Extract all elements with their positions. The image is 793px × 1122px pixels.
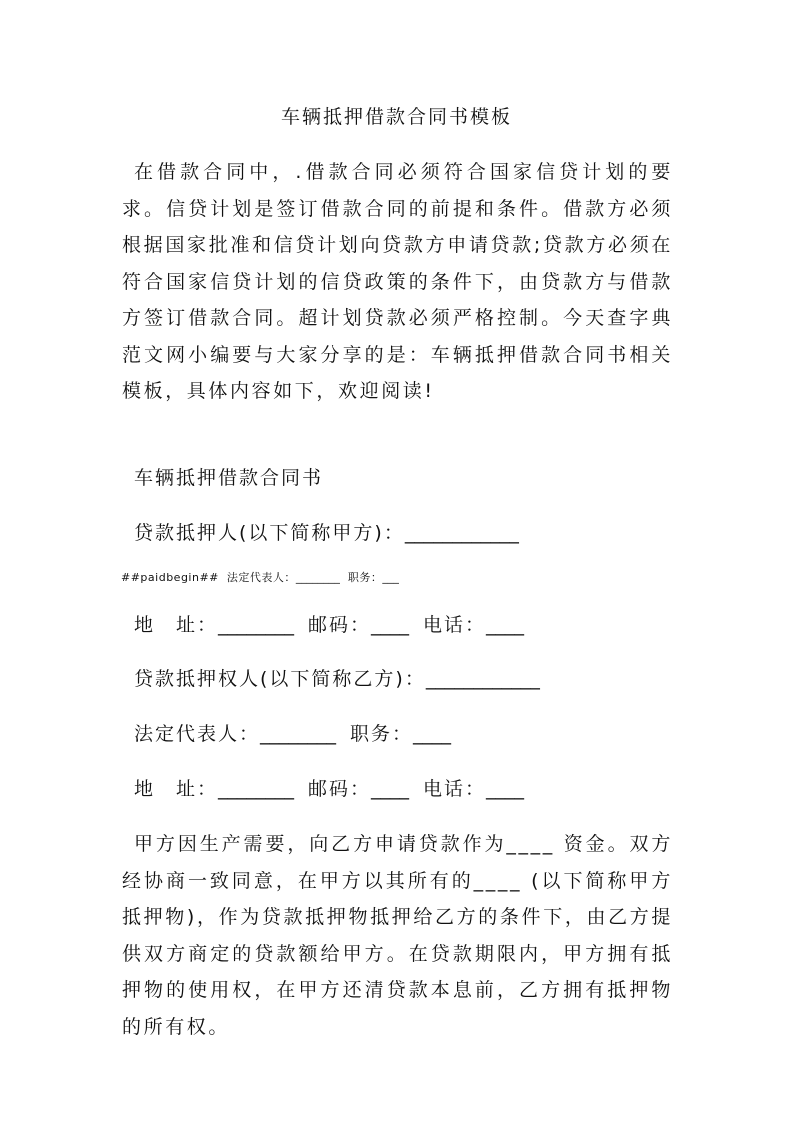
intro-paragraph: 在借款合同中，.借款合同必须符合国家信贷计划的要求。信贷计划是签订借款合同的前提和条件。借款方必须根据国家批准和信贷计划向贷款方申请贷款;贷款方必须在符合国家信贷计划的信贷政策的条件下，由贷款方与借款方签订借款合同。超计划贷款必须严格控制。今天查字典范文网小编要与大家分享的是：车辆抵押借款合同书相关模板，具体内容如下，欢迎阅读!	[122, 161, 673, 402]
address-a-label: 地 址：	[134, 614, 219, 636]
rep-b-blank: ________	[260, 723, 337, 745]
document-title: 车辆抵押借款合同书模板	[280, 106, 512, 128]
phone-a-label: 电话：	[423, 614, 487, 636]
phone-b-blank: ____	[486, 778, 525, 800]
postcode-b-label: 邮码：	[308, 778, 372, 800]
address-b-label: 地 址：	[134, 778, 219, 800]
address-b-blank: ________	[218, 778, 295, 800]
postcode-a-label: 邮码：	[308, 614, 372, 636]
paid-position-blank: ___	[382, 571, 399, 584]
rep-b-label: 法定代表人：	[134, 723, 261, 745]
party-a-blank: ____________	[404, 522, 519, 544]
position-b-label: 职务：	[350, 723, 414, 745]
paid-marker: ##paidbegin##	[121, 571, 219, 584]
party-b-line	[134, 664, 540, 694]
address-a-line	[134, 610, 524, 640]
paid-position-label: 职务：	[347, 571, 383, 584]
position-b-blank: ____	[413, 723, 452, 745]
address-b-line	[134, 774, 524, 804]
paid-rep-label: 法定代表人：	[226, 571, 296, 584]
phone-b-label: 电话：	[423, 778, 487, 800]
body-paragraph: 甲方因生产需要，向乙方申请贷款作为____ 资金。双方经协商一致同意，在甲方以其所有的____ (以下简称甲方抵押物)，作为贷款抵押物抵押给乙方的条件下，由乙方提供双方商定的贷款额给甲方。在贷款期限内，甲方拥有抵押物的使用权，在甲方还清贷款本息前，乙方拥有抵押物的所有权。	[122, 833, 673, 1038]
rep-b-line	[134, 719, 451, 749]
party-a-line	[134, 518, 519, 548]
postcode-a-blank: ____	[371, 614, 410, 636]
party-b-blank: ____________	[425, 668, 540, 690]
party-b-label: 贷款抵押权人(以下简称乙方)：	[134, 668, 426, 690]
party-a-label: 贷款抵押人(以下简称甲方)：	[134, 522, 405, 544]
address-a-blank: ________	[218, 614, 295, 636]
postcode-b-blank: ____	[371, 778, 410, 800]
paid-marker-line	[121, 570, 399, 586]
contract-title: 车辆抵押借款合同书	[134, 467, 324, 489]
phone-a-blank: ____	[486, 614, 525, 636]
paid-rep-blank: ________	[295, 571, 340, 584]
